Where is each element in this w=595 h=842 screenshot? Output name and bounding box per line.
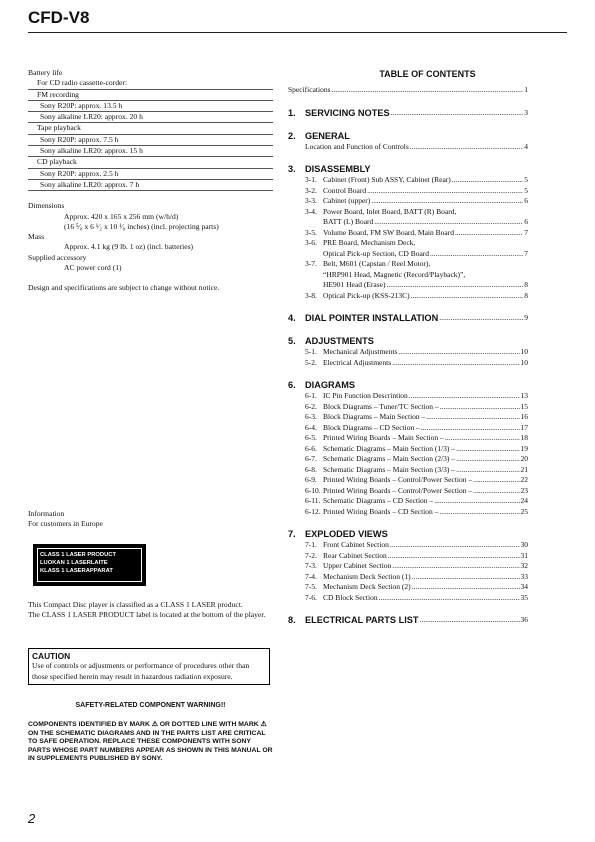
toc-section[interactable] [288, 379, 528, 391]
toc-entry[interactable] [288, 186, 528, 197]
toc-entry-number: 6-11. [305, 496, 321, 505]
toc-entry-text: “HRP901 Head, Magnetic (Record/Playback)”, [323, 269, 466, 279]
toc-leader [445, 433, 520, 444]
spec-note: Design and specifications are subject to change without notice. [28, 283, 220, 293]
toc-entry[interactable] [288, 572, 528, 583]
toc-section-page: 3 [524, 107, 528, 117]
toc-entry-page: 6 [524, 196, 528, 205]
table-of-contents [288, 85, 528, 626]
toc-entry-text: Location and Function of Controls [305, 141, 409, 151]
toc-entry-text: Mechanism Deck Section (2) [323, 582, 411, 591]
toc-leader [412, 572, 520, 583]
safety-warning-title: SAFETY-RELATED COMPONENT WARNING!! [75, 702, 226, 709]
battery-table-row: CD playback [28, 157, 273, 168]
model-name: CFD-V8 [28, 8, 90, 27]
toc-entry-page: 20 [520, 454, 528, 463]
toc-entry-text: CD Block Section [323, 592, 378, 602]
toc-entry-text: Optical Pick-up Section, CD Board [323, 248, 430, 258]
toc-entry[interactable] [288, 486, 528, 497]
toc-entry-page: 33 [520, 571, 528, 581]
toc-entry-page: 4 [524, 141, 528, 151]
toc-entry-number: 7-5. [305, 582, 317, 591]
toc-entry-page: 25 [520, 506, 528, 516]
toc-entry[interactable] [288, 507, 528, 518]
toc-leader [374, 217, 523, 228]
toc-section-title: DIAL POINTER INSTALLATION [305, 313, 439, 323]
toc-entry[interactable] [288, 496, 528, 507]
mass-label: Mass [28, 232, 45, 242]
toc-section-number: 7. [288, 529, 296, 539]
toc-entry[interactable] [288, 444, 528, 455]
toc-entry-number: 6-2. [305, 401, 317, 411]
toc-entry-number: 6-12. [305, 506, 321, 516]
toc-entry-number: 3-7. [305, 259, 317, 268]
class-statement: This Compact Disc player is classified as a CLASS 1 LASER product. [28, 600, 243, 609]
toc-entry-specifications[interactable] [288, 85, 528, 96]
caution-title: CAUTION [32, 651, 71, 661]
laser-class-text [28, 600, 273, 621]
toc-leader [392, 358, 519, 369]
toc-section[interactable] [288, 312, 528, 324]
battery-table-row: FM recording [28, 90, 273, 101]
laser-label-image [33, 544, 146, 586]
toc-entry-number: 6-3. [305, 412, 317, 421]
toc-entry-page: 34 [520, 582, 528, 591]
toc-entry[interactable] [288, 207, 528, 218]
toc-section-number: 2. [288, 130, 296, 141]
toc-leader [473, 475, 519, 486]
toc-entry[interactable] [288, 561, 528, 572]
toc-section-title: ELECTRICAL PARTS LIST [305, 615, 419, 625]
toc-entry[interactable] [288, 402, 528, 413]
toc-entry-page: 19 [520, 443, 528, 453]
toc-entry-text: IC Pin Function Descrintion [323, 391, 408, 400]
toc-entry-page: 17 [520, 422, 528, 432]
toc-entry-number: 6-7. [305, 454, 317, 463]
toc-entry[interactable] [288, 291, 528, 302]
toc-entry-number: 6-5. [305, 433, 317, 442]
toc-entry[interactable] [288, 196, 528, 207]
toc-leader [410, 142, 524, 153]
toc-entry[interactable] [288, 280, 528, 291]
toc-entry-text: Schematic Diagrams – Main Section (1/3) – [323, 443, 456, 453]
toc-entry-number: 3-3. [305, 196, 317, 205]
battery-table-row: Sony alkaline LR20: approx. 20 h [28, 112, 273, 123]
toc-leader [430, 249, 523, 260]
toc-leader [439, 312, 523, 324]
toc-entry-page: 16 [520, 412, 528, 421]
battery-table-row: Sony R20P: approx. 13.5 h [28, 101, 273, 112]
toc-entry[interactable] [288, 551, 528, 562]
toc-entry-number: 3-2. [305, 185, 317, 195]
battery-table-row: Sony alkaline LR20: approx. 7 h [28, 180, 273, 191]
toc-entry-number: 3-1. [305, 175, 317, 184]
toc-entry[interactable] [288, 454, 528, 465]
toc-entry[interactable] [288, 582, 528, 593]
toc-entry-page: 6 [524, 217, 528, 226]
laser-line: KLASS 1 LASERAPPARAT [40, 568, 113, 574]
toc-entry[interactable] [288, 347, 528, 358]
toc-leader [434, 496, 519, 507]
toc-entry-text: Optical Pick-up (KSS-213C) [323, 290, 410, 300]
toc-entry-text: Printed Wiring Boards – Main Section – [323, 433, 444, 442]
toc-section[interactable] [288, 130, 528, 142]
toc-leader [392, 561, 519, 572]
toc-entry-text: Schematic Diagrams – Main Section (2/3) – [323, 454, 456, 463]
toc-entry-page: 32 [520, 561, 528, 570]
toc-entry-text: Upper Cabinet Section [323, 561, 392, 570]
toc-entry-text: Schematic Diagrams – Main Section (3/3) – [323, 464, 456, 474]
battery-table [28, 90, 273, 192]
toc-leader [456, 444, 519, 455]
battery-table-row: Tape playback [28, 123, 273, 134]
caution-body: Use of controls or adjustments or performance of procedures other than those specified herein may result in hazardous radiation exposure. [32, 661, 250, 681]
toc-entry-text: Power Board, Inlet Board, BATT (R) Board, [323, 206, 457, 216]
toc-section-page: 9 [524, 313, 528, 322]
toc-section-number: 4. [288, 313, 296, 323]
toc-entry-number: 7-3. [305, 561, 317, 570]
toc-entry-number: 3-8. [305, 290, 317, 300]
toc-entry-page: 10 [520, 357, 528, 367]
toc-leader [390, 540, 520, 551]
toc-entry-number: 5-1. [305, 347, 317, 356]
toc-section-number: 6. [288, 380, 296, 390]
dimensions-label: Dimensions [28, 201, 65, 211]
label-location: The CLASS 1 LASER PRODUCT label is located at the bottom of the player. [28, 610, 266, 620]
toc-entry-text: Control Board [323, 185, 367, 195]
toc-entry-page: 8 [524, 290, 528, 300]
toc-section-number: 5. [288, 336, 296, 346]
dimensions-imperial: (16 ⁵⁄₈ x 6 ¹⁄₂ x 10 ¹⁄₈ inches) (incl. projecting parts) [64, 221, 219, 231]
battery-table-row: Sony R20P: approx. 2.5 h [28, 169, 273, 180]
toc-entry-text: Block Diagrams – Tuner/TC Section – [323, 401, 439, 411]
toc-entry-text: Volume Board, FM SW Board, Main Board [323, 227, 454, 237]
toc-leader [455, 228, 523, 239]
toc-entry-number: 3-5. [305, 227, 317, 237]
safety-warning-body: COMPONENTS IDENTIFIED BY MARK ⚠ OR DOTTED LINE WITH MARK ⚠ ON THE SCHEMATIC DIAGRAMS AND IN THE PARTS LIST ARE CRITICAL TO SAFE OPERATION. REPLACE THESE COMPONENTS WITH SONY PARTS WHOSE PART NUMBERS APPEAR AS SHOWN IN THIS MANUAL OR IN SUPPLEMENTS PUBLISHED BY SONY. [28, 721, 273, 763]
toc-leader [409, 391, 520, 402]
toc-entry-page: 8 [524, 280, 528, 289]
toc-entry-number: 7-4. [305, 571, 317, 581]
toc-entry-number: 6-1. [305, 391, 317, 400]
toc-entry-text: Mechanism Deck Section (1) [323, 571, 411, 581]
toc-entry-number: 5-2. [305, 357, 317, 367]
toc-leader [421, 423, 520, 434]
toc-entry-page: 24 [520, 496, 528, 505]
toc-section-title: ADJUSTMENTS [305, 336, 374, 346]
toc-entry[interactable] [288, 423, 528, 434]
toc-entry-text: Cabinet (Front) Sub ASSY, Cabinet (Rear) [323, 175, 451, 184]
toc-leader [452, 175, 523, 186]
toc-leader [456, 465, 519, 476]
information-block [28, 509, 103, 530]
toc-entry[interactable] [288, 540, 528, 551]
caution-box [28, 648, 270, 685]
toc-entry-text: Mechanical Adjustments [323, 347, 398, 356]
toc-entry-text: Printed Wiring Boards – Control/Power Section – [323, 485, 473, 495]
toc-leader [371, 196, 523, 207]
toc-entry-page: 21 [520, 464, 528, 474]
toc-entry-text: Electrical Adjustments [323, 357, 392, 367]
toc-entry-page: 1 [524, 85, 528, 94]
toc-entry-text: Printed Wiring Boards – CD Section – [323, 506, 439, 516]
toc-entry-number: 6-10. [305, 485, 321, 495]
toc-leader [411, 291, 524, 302]
toc-entry[interactable] [288, 175, 528, 186]
laser-label-text [40, 551, 116, 575]
toc-leader [367, 186, 523, 197]
toc-leader [439, 507, 519, 518]
toc-section[interactable] [288, 614, 528, 626]
toc-entry[interactable] [288, 228, 528, 239]
toc-entry-number: 6-9. [305, 475, 317, 484]
toc-leader [398, 347, 519, 358]
toc-entry-number: 7-6. [305, 592, 317, 602]
toc-entry-number: 6-4. [305, 422, 317, 432]
toc-entry[interactable] [288, 142, 528, 153]
toc-entry-text: Belt, M601 (Capstan / Reel Motor), [323, 259, 431, 268]
toc-entry-page: 7 [524, 248, 528, 258]
toc-leader [412, 582, 520, 593]
toc-section-number: 1. [288, 107, 296, 118]
toc-entry-text: Block Diagrams – Main Section – [323, 412, 426, 421]
toc-section-number: 3. [288, 164, 296, 174]
toc-entry[interactable] [288, 259, 528, 270]
toc-leader [386, 280, 523, 291]
toc-leader [391, 107, 524, 119]
toc-entry[interactable] [288, 433, 528, 444]
toc-section-title: DISASSEMBLY [305, 164, 371, 174]
battery-life-label: Battery life [28, 68, 63, 77]
toc-entry[interactable] [288, 391, 528, 402]
toc-leader [456, 454, 519, 465]
laser-line: CLASS 1 LASER PRODUCT [40, 552, 117, 558]
accessory-value: AC power cord (1) [64, 263, 122, 273]
toc-entry-text: HE901 Head (Erase) [323, 280, 386, 289]
toc-entry-page: 10 [520, 347, 528, 356]
toc-leader [419, 614, 519, 626]
toc-entry-number: 3-4. [305, 206, 317, 216]
toc-section-page: 36 [520, 615, 528, 624]
toc-title: TABLE OF CONTENTS [379, 69, 476, 79]
toc-leader [332, 85, 524, 96]
toc-entry[interactable] [288, 475, 528, 486]
toc-entry-page: 22 [520, 475, 528, 484]
laser-line: LUOKAN 1 LASERLAITE [40, 560, 108, 566]
toc-entry[interactable] [288, 238, 528, 249]
accessory-label: Supplied accessory [28, 252, 87, 262]
toc-section[interactable] [288, 528, 528, 540]
toc-entry-page: 5 [524, 185, 528, 195]
toc-entry-text: Block Diagrams – CD Section – [323, 422, 420, 432]
toc-entry-text: PRE Board, Mechanism Deck, [323, 238, 416, 247]
toc-leader [379, 593, 520, 604]
toc-entry-page: 31 [520, 550, 528, 560]
toc-entry-number: 6-8. [305, 464, 317, 474]
toc-entry-page: 18 [520, 433, 528, 442]
header-rule [28, 32, 567, 33]
toc-entry[interactable] [288, 217, 528, 228]
toc-leader [440, 402, 520, 413]
toc-section-number: 8. [288, 615, 296, 625]
toc-entry[interactable] [288, 412, 528, 423]
specifications-block [28, 68, 273, 294]
toc-entry-text: Specifications [288, 85, 331, 94]
toc-section[interactable] [288, 107, 528, 119]
toc-entry-text: Front Cabinet Section [323, 540, 389, 549]
cd-recorder-label: For CD radio cassette-corder: [28, 78, 273, 89]
toc-leader [426, 412, 519, 423]
toc-entry[interactable] [288, 270, 528, 281]
toc-entry-page: 7 [524, 227, 528, 237]
toc-entry-number: 3-6. [305, 238, 317, 247]
toc-entry-number: 7-2. [305, 550, 317, 560]
toc-entry-page: 23 [520, 485, 528, 495]
toc-entry-page: 35 [520, 592, 528, 602]
toc-entry-page: 15 [520, 401, 528, 411]
toc-entry[interactable] [288, 358, 528, 369]
toc-entry-text: Schematic Diagrams – CD Section – [323, 496, 434, 505]
toc-entry-text: Cabinet (upper) [323, 196, 371, 205]
toc-section[interactable] [288, 163, 528, 175]
toc-leader [388, 551, 520, 562]
toc-entry-page: 5 [524, 175, 528, 184]
toc-entry-text: Rear Cabinet Section [323, 550, 387, 560]
battery-table-row: Sony alkaline LR20: approx. 15 h [28, 146, 273, 157]
information-sub: For customers in Europe [28, 519, 103, 529]
toc-section-title: EXPLODED VIEWS [305, 529, 388, 539]
toc-entry-number: 7-1. [305, 540, 317, 549]
page-number: 2 [28, 811, 36, 826]
toc-entry-page: 13 [520, 391, 528, 400]
dimensions-metric: Approx. 420 x 165 x 256 mm (w/h/d) [64, 211, 179, 221]
information-title: Information [28, 509, 65, 518]
toc-section-title: GENERAL [305, 130, 350, 141]
toc-entry-page: 30 [520, 540, 528, 549]
toc-entry[interactable] [288, 593, 528, 604]
toc-entry-text: BATT (L) Board [323, 217, 374, 226]
toc-section-title: SERVICING NOTES [305, 107, 390, 118]
toc-entry-text: Printed Wiring Boards – Control/Power Section – [323, 475, 473, 484]
toc-entry-number: 6-6. [305, 443, 317, 453]
mass-value: Approx. 4.1 kg (9 lb. 1 oz) (incl. batteries) [64, 242, 194, 252]
toc-entry[interactable] [288, 465, 528, 476]
toc-section-title: DIAGRAMS [305, 380, 356, 390]
battery-table-row: Sony R20P: approx. 7.5 h [28, 135, 273, 146]
toc-leader [473, 486, 519, 497]
toc-entry[interactable] [288, 249, 528, 260]
toc-section[interactable] [288, 335, 528, 347]
